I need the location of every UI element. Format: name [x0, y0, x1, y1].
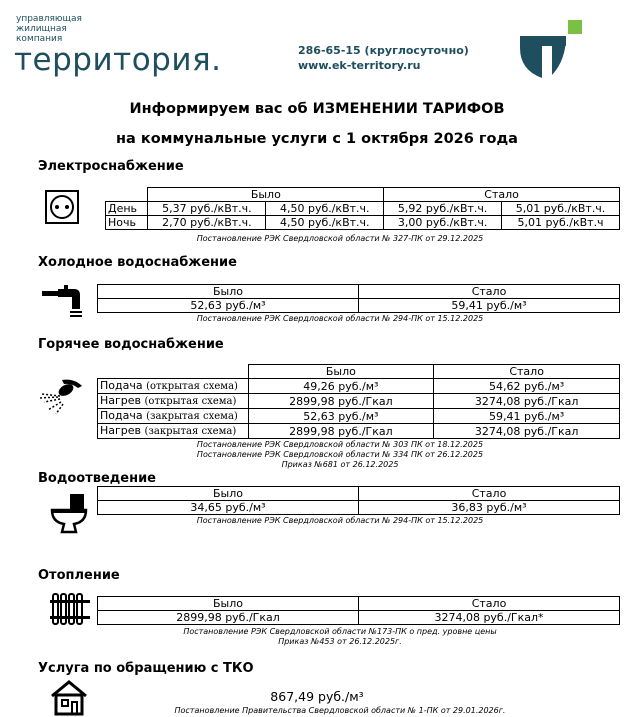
cell-value: 2,70 руб./кВт.ч.: [148, 216, 266, 230]
header-became: Стало: [434, 365, 620, 379]
section-heading-waste: Услуга по обращению с ТКО: [38, 661, 254, 676]
regulation-notes: [100, 440, 580, 470]
row-label-main: Нагрев: [100, 394, 142, 407]
table-row: [98, 394, 620, 409]
toilet-icon: [48, 492, 90, 534]
cell-value: 5,92 руб./кВт.ч.: [384, 202, 502, 216]
section-heading-hot-water: Горячее водоснабжение: [38, 337, 224, 352]
electricity-table: [105, 187, 620, 230]
table-row: [98, 409, 620, 424]
cell-value: 52,63 руб./м³: [248, 409, 434, 424]
cell-value: 49,26 руб./м³: [248, 379, 434, 394]
section-heading-electricity: Электроснабжение: [38, 159, 184, 174]
header-became: Стало: [359, 285, 620, 299]
company-caption-line: компания: [16, 34, 63, 44]
cell-value: 59,41 руб./м³: [359, 299, 620, 313]
header-was: Было: [98, 285, 359, 299]
cell-value: 5,01 руб./кВт.ч: [502, 216, 620, 230]
company-logo-icon: [516, 20, 586, 80]
cell-value: 3,00 руб./кВт.ч.: [384, 216, 502, 230]
row-label: [98, 424, 249, 439]
table-row: [98, 611, 620, 625]
regulation-note: Постановление РЭК Свердловской области №173-ПК о пред. уровне цены: [183, 627, 497, 636]
power-socket-icon: [45, 190, 79, 224]
table-row: [106, 202, 620, 216]
regulation-note: Постановление Правительства Свердловской области № 1-ПК от 29.01.2026г.: [174, 706, 506, 715]
row-label-sub: (закрытая схема): [144, 426, 237, 437]
table-row: [98, 501, 620, 515]
header-became: Стало: [359, 487, 620, 501]
cell-value: 34,65 руб./м³: [98, 501, 359, 515]
sewerage-table: [97, 486, 620, 515]
regulation-note: Постановление РЭК Свердловской области № 303 ПК от 18.12.2025: [196, 440, 484, 449]
cell-value: 5,01 руб./кВт.ч.: [502, 202, 620, 216]
regulation-note: Постановление РЭК Свердловской области № 327-ПК от 29.12.2025: [196, 234, 484, 243]
table-row: [98, 299, 620, 313]
section-heading-heating: Отопление: [38, 568, 120, 583]
cell-value: 3274,08 руб./Гкал: [434, 424, 620, 439]
row-label-sub: (открытая схема): [146, 381, 238, 392]
header-became: Стало: [359, 597, 620, 611]
cell-value: 2899,98 руб./Гкал: [248, 424, 434, 439]
page-subtitle: на коммунальные услуги с 1 октября 2026 года: [116, 131, 518, 147]
page-title: Информируем вас об ИЗМЕНЕНИИ ТАРИФОВ: [129, 101, 505, 117]
cell-value: 4,50 руб./кВт.ч.: [266, 202, 384, 216]
header-was: Было: [248, 365, 434, 379]
regulation-note: Постановление РЭК Свердловской области № 294-ПК от 15.12.2025: [196, 314, 484, 323]
regulation-note: Приказ №453 от 26.12.2025г.: [278, 637, 402, 646]
phone-number: 286-65-15 (круглосуточно): [298, 44, 469, 57]
waste-tariff-value: 867,49 руб./м³: [270, 689, 364, 704]
cell-value: 3274,08 руб./Гкал*: [359, 611, 620, 625]
row-label-main: Подача: [100, 379, 143, 392]
table-row: [98, 424, 620, 439]
row-label: [98, 379, 249, 394]
cell-value: 36,83 руб./м³: [359, 501, 620, 515]
regulation-note: Постановление РЭК Свердловской области № 334 ПК от 26.12.2025: [196, 450, 484, 459]
row-label-main: Нагрев: [100, 424, 142, 437]
regulation-notes: [100, 627, 580, 647]
company-caption-line: жилищная: [16, 24, 67, 34]
row-label: День: [106, 202, 148, 216]
table-row: [98, 379, 620, 394]
cell-value: 3274,08 руб./Гкал: [434, 394, 620, 409]
radiator-icon: [50, 592, 90, 626]
regulation-note: Постановление РЭК Свердловской области № 294-ПК от 15.12.2025: [196, 516, 484, 525]
cell-value: 59,41 руб./м³: [434, 409, 620, 424]
row-label-sub: (открытая схема): [144, 396, 237, 407]
regulation-note: Приказ №681 от 26.12.2025: [281, 460, 399, 469]
cell-value: 2899,98 руб./Гкал: [248, 394, 434, 409]
row-label-main: Подача: [100, 409, 143, 422]
header-was: Было: [98, 487, 359, 501]
row-label: [98, 409, 249, 424]
company-caption: [16, 14, 82, 44]
cell-value: 4,50 руб./кВт.ч.: [266, 216, 384, 230]
contacts: [298, 43, 469, 73]
water-tap-icon: [40, 283, 86, 319]
row-label-sub: (закрытая схема): [146, 411, 238, 422]
shower-icon: [38, 378, 86, 416]
cell-value: 54,62 руб./м³: [434, 379, 620, 394]
cell-value: 52,63 руб./м³: [98, 299, 359, 313]
row-label: Ночь: [106, 216, 148, 230]
table-row: [106, 216, 620, 230]
cold-water-table: [97, 284, 620, 313]
header-was: Было: [148, 188, 384, 202]
header-was: Было: [98, 597, 359, 611]
header-became: Стало: [384, 188, 620, 202]
website-link[interactable]: www.ek-territory.ru: [298, 59, 421, 72]
section-heading-sewerage: Водоотведение: [38, 471, 157, 486]
row-label: [98, 394, 249, 409]
company-caption-line: управляющая: [16, 14, 82, 24]
heating-table: [97, 596, 620, 625]
cell-value: 5,37 руб./кВт.ч.: [148, 202, 266, 216]
section-heading-cold-water: Холодное водоснабжение: [38, 255, 237, 270]
cell-value: 2899,98 руб./Гкал: [98, 611, 359, 625]
brand-name: территория.: [14, 42, 222, 78]
hot-water-table: [97, 364, 620, 439]
